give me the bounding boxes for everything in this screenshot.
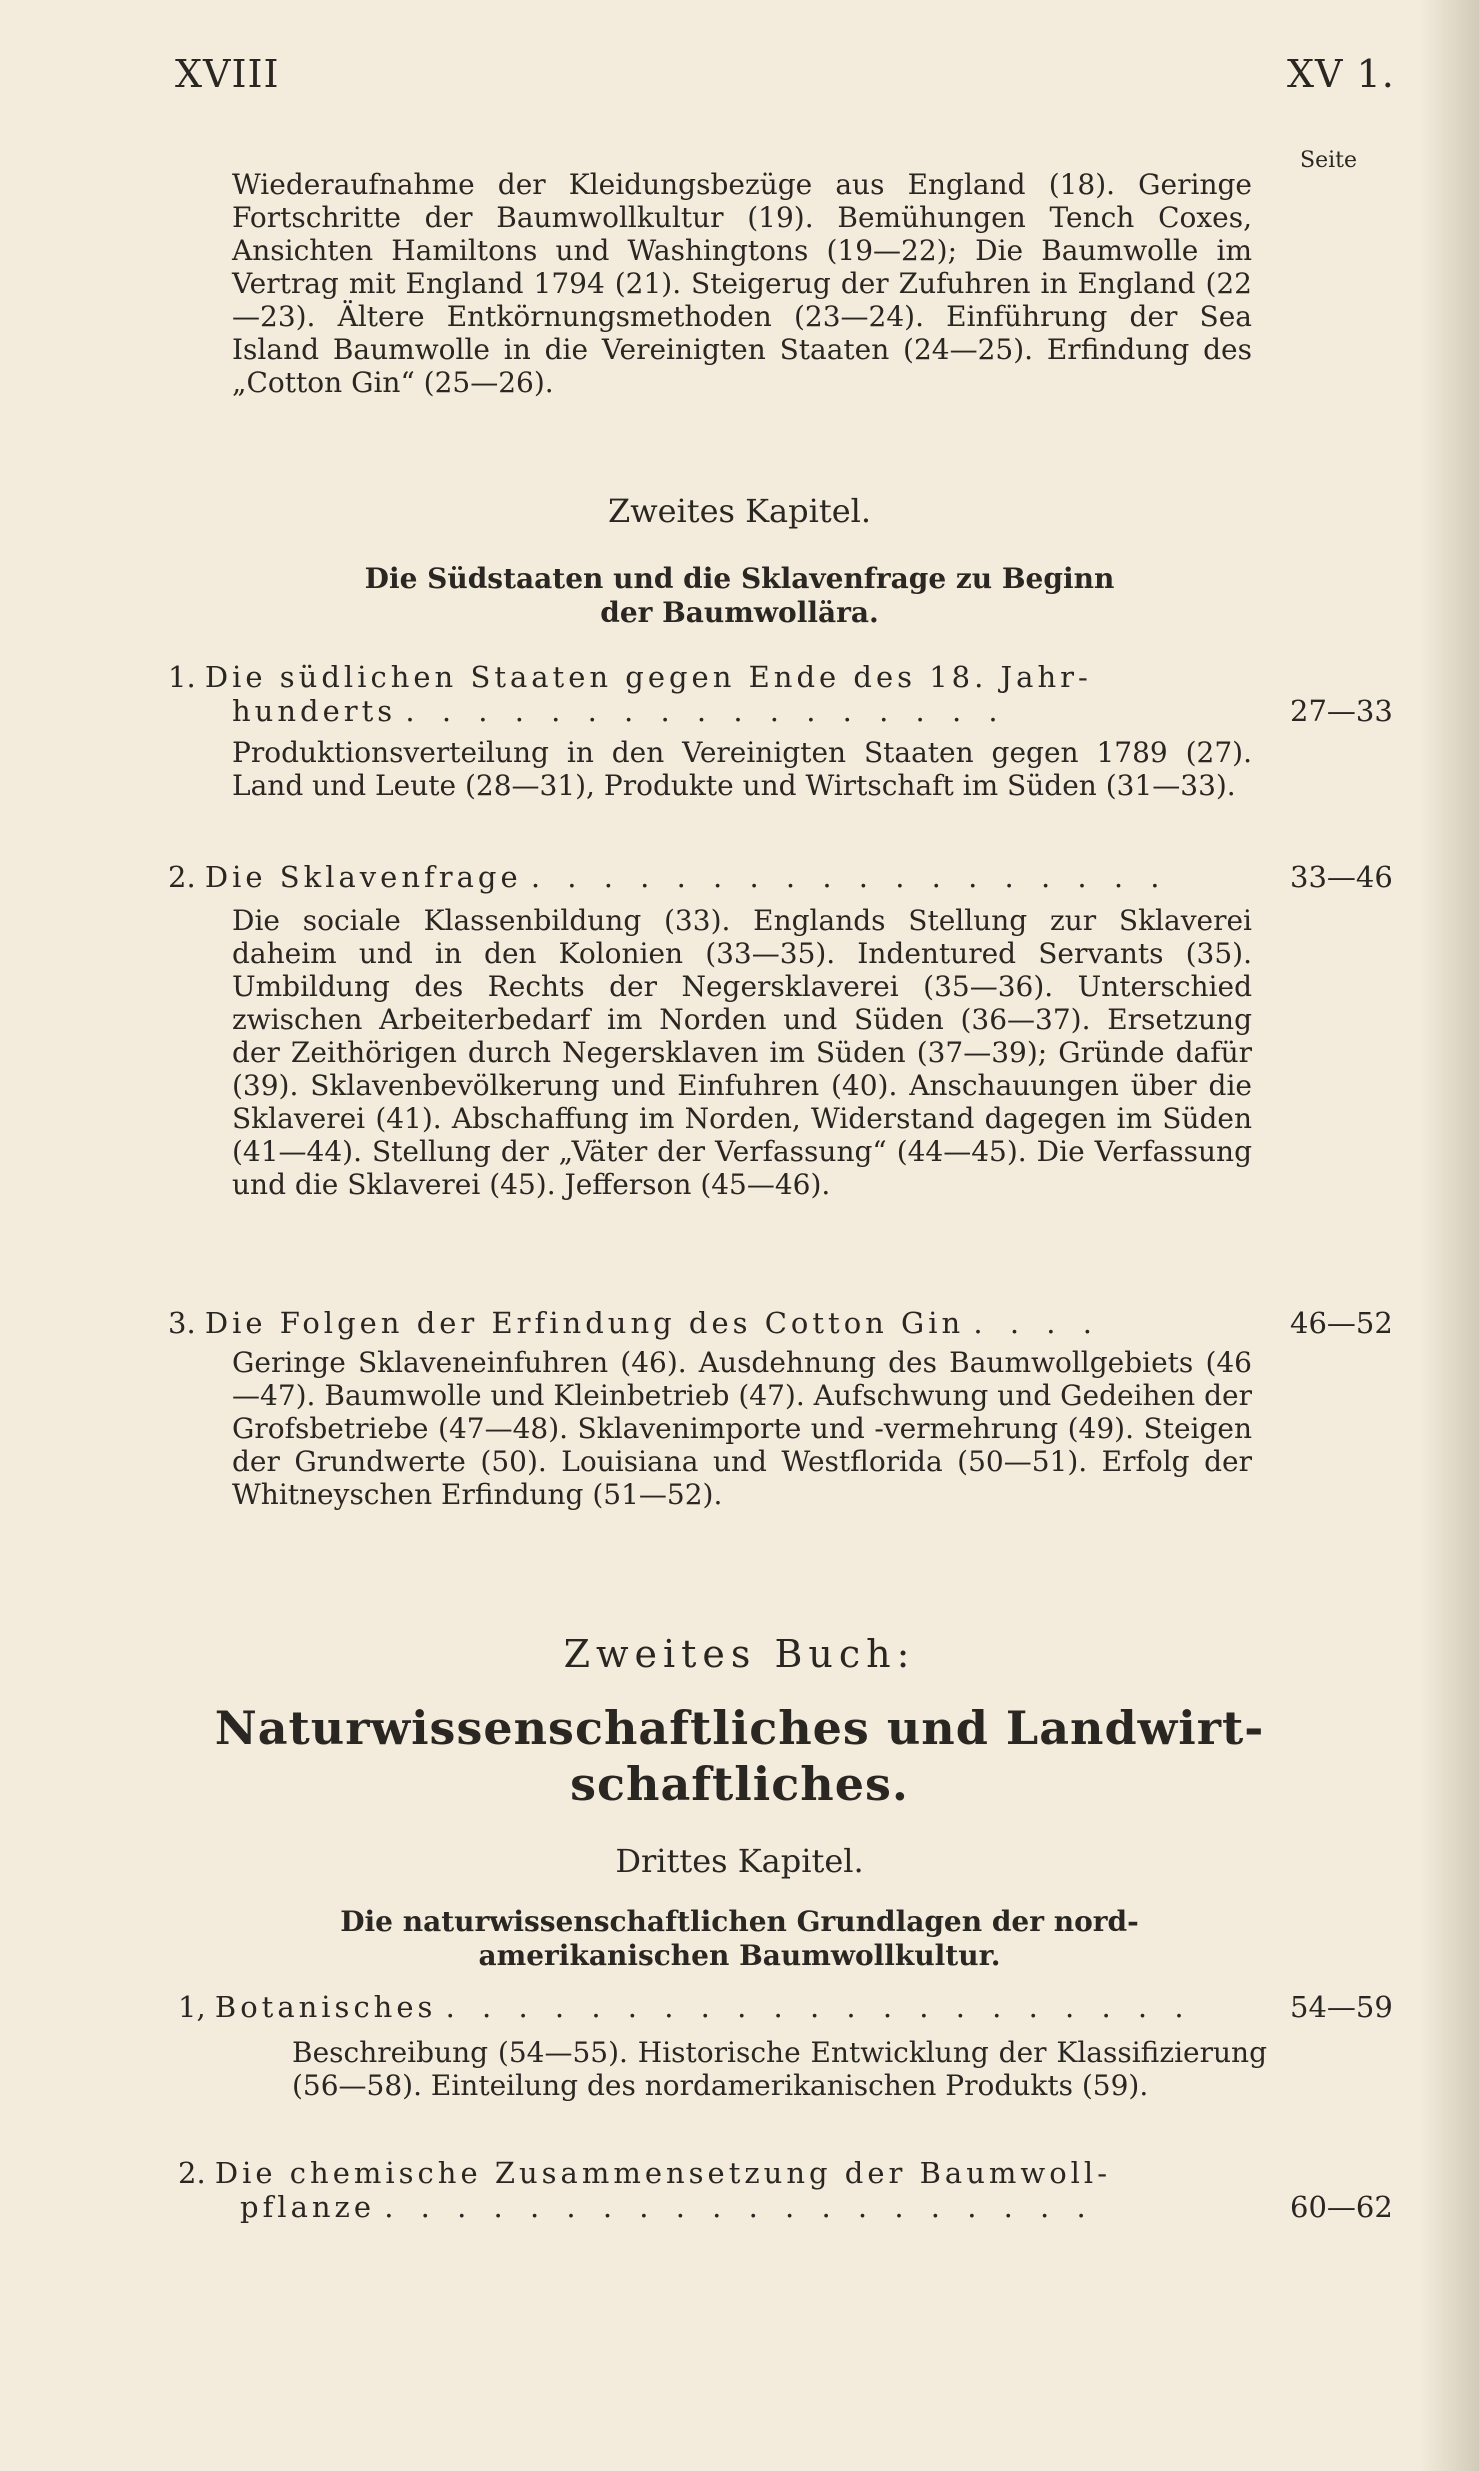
toc-entry-2-leader-dots: . . . . . . . . . . . . . . . . . . (530, 860, 1169, 894)
toc-entry-3-leader-dots: . . . . (973, 1306, 1101, 1340)
section-reference: XV 1. (1287, 52, 1395, 96)
toc-entry-3-title: 3. Die Folgen der Erfindung des Cotton Gin . . . . (168, 1306, 1101, 1340)
toc-ch3-entry-2-title-line1: 2. Die chemische Zusammensetzung der Baumwoll- (178, 2156, 1111, 2190)
chapter2-title-line2: der Baumwollära. (600, 596, 879, 629)
toc-ch3-entry-1-number: 1, (178, 1990, 206, 2024)
toc-entry-1-title-line2: hunderts . . . . . . . . . . . . . . . . . (232, 694, 1007, 728)
seite-label: Seite (1300, 148, 1357, 173)
chapter2-heading: Zweites Kapitel. (607, 492, 872, 530)
toc-entry-1-description: Produktionsverteilung in den Vereinigten Staaten gegen 1789 (27). Land und Leute (28—31), Produkte und Wirtschaft im Süden (31—33). (232, 736, 1252, 802)
toc-ch3-entry-2-number: 2. (178, 2156, 206, 2190)
toc-ch3-entry-1-description: Beschreibung (54—55). Historische Entwicklung der Klassifizierung (56—58). Einteilung des nordamerikanischen Produkts (59). (292, 2036, 1267, 2102)
toc-ch3-entry-1-leader-dots: . . . . . . . . . . . . . . . . . . . . . (445, 1990, 1193, 2024)
toc-entry-1-pages: 27—33 (1290, 694, 1393, 728)
chapter2-title-line1: Die Südstaaten und die Sklavenfrage zu Beginn (364, 562, 1115, 595)
toc-entry-2-number: 2. (168, 860, 196, 894)
toc-ch3-entry-2-leader-dots: . . . . . . . . . . . . . . . . . . . . (384, 2190, 1095, 2224)
toc-entry-2-title: 2. Die Sklavenfrage . . . . . . . . . . . . . . . . . . (168, 860, 1169, 894)
page-edge-shadow (1419, 0, 1479, 2471)
chapter3-title-line1: Die naturwissenschaftlichen Grundlagen der nord- (340, 1905, 1139, 1938)
intro-paragraph: Wiederaufnahme der Kleidungsbezüge aus England (18). Geringe Fortschritte der Baumwollkultur (19). Bemühungen Tench Coxes, Ansichten Hamiltons und Washingtons (19—22); Die Baumwolle im Vertrag mit England 1794 (21). Steigerug der Zufuhren in England (22—23). Ältere Entkörnungsmethoden (23—24). Einführung der Sea Island Baumwolle in die Vereinigten Staaten (24—25). Erfindung des „Cotton Gin“ (25—26). (232, 168, 1252, 399)
toc-entry-3-description: Geringe Sklaveneinfuhren (46). Ausdehnung des Baumwollgebiets (46—47). Baumwolle und Kleinbetrieb (47). Aufschwung und Gedeihen der Grofsbetriebe (47—48). Sklavenimporte und -vermehrung (49). Steigen der Grundwerte (50). Louisiana und Westflorida (50—51). Erfolg der Whitneyschen Erfindung (51—52). (232, 1346, 1252, 1511)
toc-entry-3-number: 3. (168, 1306, 196, 1340)
book2-title-line1: Naturwissenschaftliches und Landwirt- (214, 1701, 1265, 1755)
toc-ch3-entry-2-title-line2: pflanze . . . . . . . . . . . . . . . . . . . . (240, 2190, 1095, 2224)
toc-entry-1-title-line1: 1. Die südlichen Staaten gegen Ende des 18. Jahr- (168, 660, 1092, 694)
toc-ch3-entry-2-pages: 60—62 (1290, 2190, 1393, 2224)
toc-entry-2-pages: 33—46 (1290, 860, 1393, 894)
page-number-roman: XVIII (175, 52, 280, 96)
book2-title-line2: schaftliches. (570, 1757, 909, 1811)
toc-ch3-entry-1-pages: 54—59 (1290, 1990, 1393, 2024)
toc-entry-1-leader-dots: . . . . . . . . . . . . . . . . . (405, 694, 1007, 728)
book2-label: Zweites Buch: (563, 1632, 916, 1676)
chapter3-title-line2: amerikanischen Baumwollkultur. (478, 1939, 1001, 1972)
toc-entry-3-pages: 46—52 (1290, 1306, 1393, 1340)
toc-entry-2-description: Die sociale Klassenbildung (33). Englands Stellung zur Sklaverei daheim und in den Kolonien (33—35). Indentured Servants (35). Umbildung des Rechts der Negersklaverei (35—36). Unterschied zwischen Arbeiterbedarf im Norden und Süden (36—37). Ersetzung der Zeithörigen durch Negersklaven im Süden (37—39); Gründe dafür (39). Sklavenbevölkerung und Einfuhren (40). Anschauungen über die Sklaverei (41). Abschaffung im Norden, Widerstand dagegen im Süden (41—44). Stellung der „Väter der Verfassung“ (44—45). Die Verfassung und die Sklaverei (45). Jefferson (45—46). (232, 904, 1252, 1201)
toc-entry-1-number: 1. (168, 660, 196, 694)
toc-ch3-entry-1-title: 1, Botanisches . . . . . . . . . . . . . . . . . . . . . (178, 1990, 1193, 2024)
chapter3-heading: Drittes Kapitel. (615, 1842, 864, 1880)
